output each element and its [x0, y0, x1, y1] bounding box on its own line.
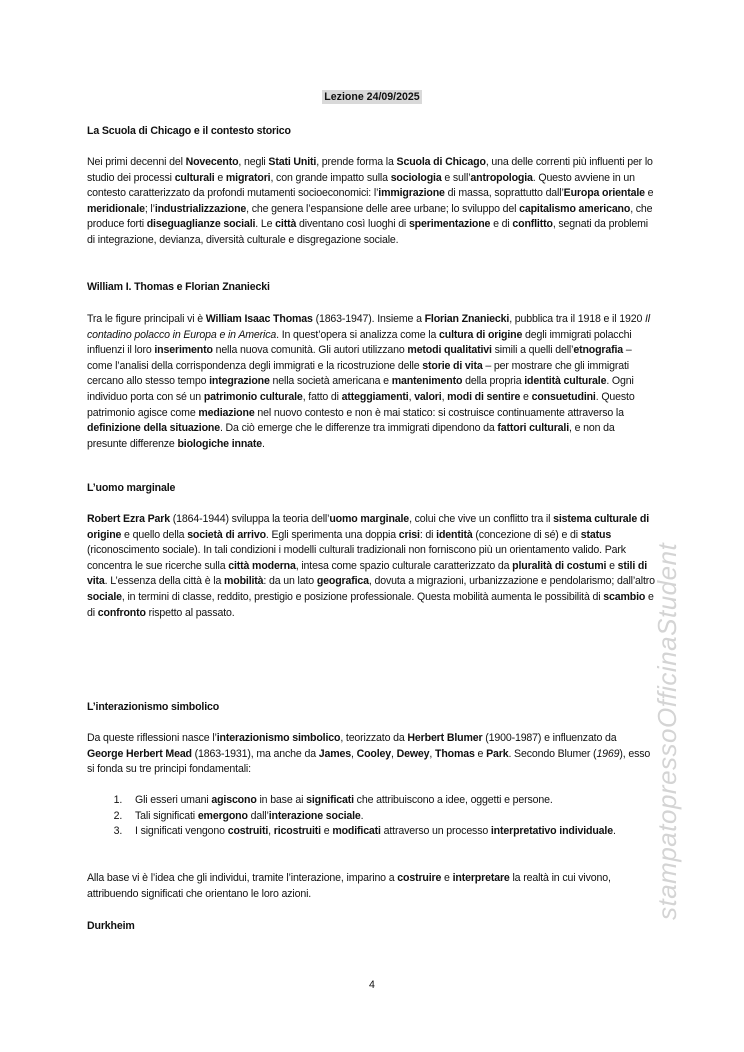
bold-term: conflitto [512, 218, 553, 231]
text-run: , che produce forti [87, 202, 653, 231]
text-run: , [441, 390, 448, 403]
bold-term: società di arrivo [187, 528, 266, 541]
text-run: . [360, 809, 364, 822]
bold-term: Stati Uniti [268, 156, 317, 168]
text-run: , [429, 747, 436, 760]
bold-term: scambio [603, 590, 646, 603]
bold-term: Robert Ezra Park [87, 513, 170, 525]
text-run: che attribuiscono a idee, oggetti e persone. [353, 794, 553, 806]
text-run: . [612, 825, 616, 838]
bold-term: costruiti [227, 825, 269, 838]
text-run: (1863-1947). Insieme a [312, 313, 425, 325]
bold-term: confronto [97, 606, 146, 619]
bold-term: agiscono [211, 794, 257, 806]
list-item [125, 793, 655, 809]
text-run: ), esso si fonda su tre principi fondamentali: [87, 747, 651, 776]
heading-interazionismo: L’interazionismo simbolico [87, 701, 220, 713]
text-run: . [262, 437, 265, 450]
text-run: Nei primi decenni del [87, 156, 186, 168]
bold-term: identità [436, 528, 473, 541]
text-run: Alla base vi è l’idea che gli individui, tramite l’interazione, imparino a [87, 872, 398, 884]
bold-term: sociale [87, 590, 122, 603]
bold-term: interazionismo simbolico [216, 732, 341, 744]
bold-term: valori [414, 390, 442, 403]
text-run: , teorizzato da [340, 732, 408, 744]
text-run: e sull’ [441, 171, 471, 184]
text-run: e [214, 171, 226, 184]
bold-term: etnografia [573, 344, 624, 357]
heading-thomas-znaniecki: William I. Thomas e Florian Znaniecki [87, 281, 270, 293]
text-run: e di [87, 590, 654, 619]
text-run: , [391, 747, 397, 760]
text-run: , con grande impatto sulla [270, 171, 391, 184]
text-run: , una delle correnti più influenti per lo studio dei processi [87, 156, 653, 184]
bold-term: biologiche innate [177, 437, 263, 450]
bold-term: cultura di origine [439, 328, 523, 341]
bold-term: George Herbert Mead [87, 747, 192, 760]
text-run: , che genera l’espansione delle aree urbane; lo sviluppo del [246, 202, 520, 215]
bold-term: città moderna [228, 559, 296, 572]
bold-term: integrazione [209, 375, 270, 388]
bold-term: sperimentazione [408, 218, 491, 231]
list-item [125, 809, 655, 825]
bold-term: Cooley [356, 747, 391, 760]
text-run: e quello della [121, 528, 188, 541]
bold-term: diseguaglianze sociali [146, 218, 256, 231]
date-title-text: Lezione 24/09/2025 [324, 91, 420, 103]
bold-term: consuetudini [531, 390, 596, 403]
heading-durkheim: Durkheim [87, 920, 135, 932]
bold-term: migratori [225, 171, 271, 184]
text-run: la realtà in cui vivono, attribuendo significati che orientano le loro azioni. [87, 872, 611, 900]
text-run: – come l’analisi della corrispondenza degli immigrati e la ricostruzione delle [87, 344, 632, 372]
text-run: di massa, soprattutto dall’ [444, 187, 564, 200]
heading-scuola-chicago: La Scuola di Chicago e il contesto storico [87, 125, 291, 137]
bold-term: uomo marginale [329, 513, 410, 525]
bold-term: James [318, 747, 351, 760]
bold-term: status [580, 528, 612, 541]
bold-term: definizione della situazione [87, 422, 220, 435]
text-run: ; l’ [144, 202, 155, 215]
page-number: 4 [369, 979, 375, 991]
bold-term: identità culturale [524, 375, 607, 388]
paragraph-interazionismo [87, 731, 655, 778]
bold-term: interpretare [452, 872, 510, 884]
text-run: , segnati da problemi di integrazione, devianza, diversità culturale e disgregazione sociale. [87, 218, 649, 246]
bold-term: stili di vita [87, 559, 648, 588]
italic-text: Il contadino polacco in Europa e in America [87, 313, 650, 341]
text-run: . Egli sperimenta una doppia [265, 528, 399, 541]
text-run: (1900-1987) e influenzato da [482, 732, 617, 744]
bold-term: Florian Znaniecki [424, 313, 510, 325]
bold-term: atteggiamenti [341, 390, 409, 403]
text-run: degli immigrati polacchi influenzi il loro [87, 328, 632, 357]
bold-term: Europa orientale [563, 187, 645, 200]
text-run: nel nuovo contesto e non è mai statico: si costruisce continuamente attraverso la [254, 406, 624, 419]
text-run: (1863-1931), ma anche da [191, 747, 319, 760]
text-run: e [644, 187, 654, 200]
bold-term: inserimento [154, 344, 213, 357]
principles-list [87, 793, 655, 840]
text-run: , prende forma la [316, 156, 397, 168]
bold-term: William Isaac Thomas [205, 313, 313, 325]
text-run: : di [419, 528, 437, 541]
text-run: (1864-1944) sviluppa la teoria dell’ [169, 513, 330, 525]
text-run: Tali significati [135, 809, 198, 822]
text-run: in base ai [256, 794, 307, 806]
text-run: , intesa come spazio culturale caratterizzato da [295, 559, 513, 572]
bold-term: sistema culturale di origine [87, 513, 649, 541]
bold-term: modi di sentire [447, 390, 521, 403]
bold-term: Dewey [396, 747, 430, 760]
bold-term: mantenimento [391, 375, 463, 388]
text-run: Da queste riflessioni nasce l’ [87, 732, 217, 744]
bold-term: modificati [332, 825, 381, 838]
text-run: e [606, 559, 618, 572]
bold-term: mobilità [223, 575, 264, 588]
text-run: rispetto al passato. [145, 606, 235, 619]
bold-term: costruire [397, 872, 442, 884]
bold-term: Park [486, 747, 509, 760]
bold-term: interazione sociale [268, 809, 361, 822]
text-run: . In quest’opera si analizza come la [276, 328, 439, 341]
bold-term: metodi qualitativi [407, 344, 492, 357]
text-run: Tra le figure principali vi è [87, 313, 206, 325]
principles-list-container [87, 793, 655, 840]
watermark: stampatopressoOfficinaStudent [652, 542, 682, 920]
text-run: , [350, 747, 357, 760]
paragraph-thomas-znaniecki [87, 312, 655, 452]
text-run: e [441, 872, 453, 884]
bold-term: industrializzazione [154, 202, 247, 215]
bold-term: Scuola di Chicago [396, 156, 486, 168]
text-run: , fatto di [302, 390, 342, 403]
text-run: e di [490, 218, 513, 231]
text-run: e [520, 390, 532, 403]
text-run: simili a quelli dell’ [491, 344, 574, 357]
text-run: nella società americana e [269, 375, 392, 388]
text-run: , pubblica tra il 1918 e il 1920 [509, 313, 645, 325]
bold-term: storie di vita [422, 359, 483, 372]
text-run: (concezione di sé) e di [472, 528, 581, 541]
bold-term: geografica [316, 575, 369, 588]
text-run: , [408, 390, 415, 403]
text-run: e [320, 825, 333, 838]
text-run: . L’essenza della città è la [104, 575, 224, 588]
text-run: e [474, 747, 487, 760]
list-item [125, 824, 655, 840]
paragraph-scuola-chicago [87, 155, 655, 249]
lesson-date-title [0, 91, 744, 103]
text-run: diventano così luoghi di [296, 218, 409, 231]
bold-term: pluralità di costumi [512, 559, 607, 572]
text-run: , negli [238, 156, 269, 168]
text-run: . Ogni individuo porta con sé un [87, 375, 634, 403]
bold-term: Herbert Blumer [407, 732, 483, 744]
text-run: (riconoscimento sociale). In tali condizioni i modelli culturali tradizionali non forniscono più un orientamento valido. Park concentra le sue ricerche sulla [87, 544, 626, 572]
text-run: Gli esseri umani [135, 794, 212, 806]
italic-text: 1969 [596, 747, 620, 760]
paragraph-uomo-marginale [87, 512, 655, 621]
text-run: attraverso un processo [380, 825, 491, 838]
text-run: . Questo patrimonio agisce come [87, 390, 635, 419]
text-run: . Le [255, 218, 276, 231]
text-run: I significati vengono [135, 825, 228, 838]
bold-term: patrimonio culturale [203, 390, 303, 403]
bold-term: ricostruiti [273, 825, 321, 838]
bold-term: emergono [197, 809, 248, 822]
text-run: dall’ [247, 809, 269, 822]
bold-term: Novecento [185, 156, 239, 168]
text-run: . Secondo Blumer ( [508, 747, 597, 760]
bold-term: interpretativo individuale [490, 825, 613, 838]
text-run: , in termini di classe, reddito, prestigio e posizione professionale. Questa mobilità aumenta le possibilità di [121, 590, 604, 603]
text-run: , e non da presunte differenze [87, 422, 615, 450]
paragraph-interazionismo-conclusione [87, 871, 655, 902]
bold-term: Thomas [435, 747, 475, 760]
bold-term: immigrazione [378, 187, 445, 200]
text-run: . Questo avviene in un contesto caratterizzato da profondi mutamenti socioeconomici: l’ [87, 171, 635, 200]
bold-term: fattori culturali [497, 422, 570, 435]
bold-term: antropologia [470, 171, 533, 184]
text-run: – per mostrare che gli immigrati cercano allo stesso tempo [87, 359, 629, 388]
bold-term: città [275, 218, 297, 231]
heading-uomo-marginale: L’uomo marginale [87, 482, 176, 494]
text-run: . Da ciò emerge che le differenze tra immigrati dipendono da [219, 422, 498, 435]
bold-term: sociologia [390, 171, 442, 184]
bold-term: meridionale [87, 202, 145, 215]
bold-term: mediazione [198, 406, 255, 419]
text-run: della propria [462, 375, 525, 388]
bold-term: culturali [174, 171, 215, 184]
text-run: , [268, 825, 274, 838]
text-run: : da un lato [263, 575, 317, 588]
bold-term: significati [306, 794, 354, 806]
text-run: nella nuova comunità. Gli autori utilizzano [212, 344, 408, 357]
bold-term: crisi [398, 528, 420, 541]
text-run: , colui che vive un conflitto tra il [409, 513, 554, 525]
text-run: , dovuta a migrazioni, urbanizzazione e pendolarismo; dall’altro [368, 575, 655, 588]
bold-term: capitalismo americano [519, 202, 631, 215]
